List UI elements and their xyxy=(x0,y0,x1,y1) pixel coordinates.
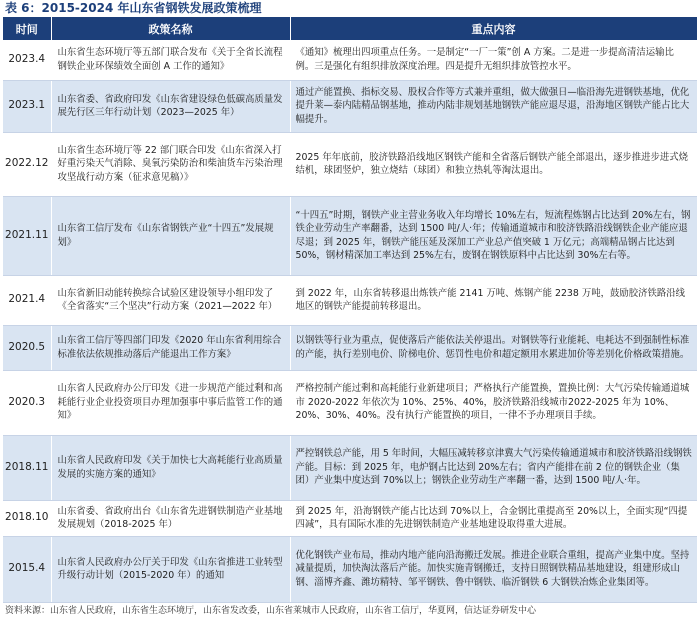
cell-content: 到 2022 年，山东省转移退出炼铁产能 2141 万吨、炼钢产能 2238 万吨，鼓励胶济铁路沿线地区的钢铁产能提前转移退出。 xyxy=(290,275,697,325)
cell-policy-name: 山东省人民政府印发《关于加快七大高耗能行业高质量发展的实施方案的通知》 xyxy=(51,435,290,500)
table-row xyxy=(3,536,697,602)
table-row xyxy=(3,196,697,275)
policy-table xyxy=(3,17,698,603)
table-row xyxy=(3,500,697,536)
table-title: 表 6：2015-2024 年山东省钢铁发展政策梳理 xyxy=(5,1,262,15)
cell-time: 2015.4 xyxy=(3,536,51,602)
header-policy-name: 政策名称 xyxy=(51,17,290,40)
cell-time: 2022.12 xyxy=(3,132,51,196)
table-row xyxy=(3,275,697,325)
cell-policy-name: 山东省委、省政府印发《山东省建设绿色低碳高质量发展先行区三年行动计划（2023—2025 年） xyxy=(51,80,290,132)
cell-content: 严控钢铁总产能，用 5 年时间，大幅压减转移京津冀大气污染传输通道城市和胶济铁路沿线钢铁产能。目标：到 2025 年，电炉钢占比达到 20%左右；省内产能排在前 2 位的钢铁企业（集团）产业集中度达到 70%以上；钢铁企业劳动生产率翻一番，达到 1500 吨/人·年。 xyxy=(290,435,697,500)
cell-content: 优化钢铁产业布局，推动内地产能向沿海搬迁发展。推进企业联合重组，提高产业集中度。坚持减量提质，加快淘汰落后产能。加快实施青钢搬迁，支持日照钢铁精品基地建设，组建形成山钢、淄博齐鑫、潍坊精特、邹平钢铁、鲁中钢铁、临沂钢铁 6 大钢铁冶炼企业集团等。 xyxy=(290,536,697,602)
cell-content: 严格控制产能过剩和高耗能行业新建项目；严格执行产能置换，置换比例：大气污染传输通道城市 2020-2022 年依次为 10%、25%、40%，胶济铁路沿线城市2022-2025 年为 10%、20%、30%、40%。没有执行产能置换的项目，一律不予办理项目手续。 xyxy=(290,370,697,435)
table-body xyxy=(3,40,697,602)
table-row xyxy=(3,435,697,500)
cell-time: 2021.4 xyxy=(3,275,51,325)
cell-policy-name: 山东省生态环境厅等五部门联合发布《关于全省长流程钢铁企业环保绩效全面创 A 工作的通知》 xyxy=(51,40,290,80)
cell-policy-name: 山东省工信厅等四部门印发《2020 年山东省利用综合标准依法依规推动落后产能退出工作方案》 xyxy=(51,325,290,370)
cell-content: 以钢铁等行业为重点，促使落后产能依法关停退出。对钢铁等行业能耗、电耗达不到强制性标准的产能，执行差别电价、阶梯电价、惩罚性电价和超定额用水累进加价等差别化价格政策措施。 xyxy=(290,325,697,370)
source-note: 资料来源：山东省人民政府，山东省生态环境厅，山东省发改委，山东省莱城市人民政府，山东省工信厅，华夏网，信达证券研发中心 xyxy=(5,605,537,616)
cell-policy-name: 山东省新旧动能转换综合试验区建设领导小组印发了《全省落实“三个坚决”行动方案（2021—2022 年） xyxy=(51,275,290,325)
table-header xyxy=(3,17,697,40)
table-row xyxy=(3,40,697,80)
table-row xyxy=(3,80,697,132)
cell-time: 2021.11 xyxy=(3,196,51,275)
cell-content: 通过产能置换、指标交易、股权合作等方式兼并重组，做大做强日—临沿海先进钢铁基地，优化提升莱—泰内陆精品钢基地，推动内陆非规划基地钢铁产能应退尽退，沿海地区钢铁产能占比大幅提升。 xyxy=(290,80,697,132)
table-row xyxy=(3,370,697,435)
header-key-content: 重点内容 xyxy=(290,17,697,40)
cell-time: 2018.11 xyxy=(3,435,51,500)
table-row xyxy=(3,325,697,370)
cell-policy-name: 山东省工信厅发布《山东省钢铁产业“十四五”发展规划》 xyxy=(51,196,290,275)
header-time: 时间 xyxy=(3,17,51,40)
cell-policy-name: 山东省生态环境厅等 22 部门联合印发《山东省深入打好重污染天气消除、臭氧污染防治和柴油货车污染治理攻坚战行动方案（征求意见稿）》 xyxy=(51,132,290,196)
cell-content: 2025 年年底前，胶济铁路沿线地区钢铁产能和全省落后钢铁产能全部退出，逐步推进步进式烧结机，球团竖炉，独立烧结（球团）和独立热轧等淘汰退出。 xyxy=(290,132,697,196)
cell-time: 2023.1 xyxy=(3,80,51,132)
cell-time: 2020.5 xyxy=(3,325,51,370)
cell-content: 到 2025 年，沿海钢铁产能占比达到 70%以上，合金钢比重提高至 20%以上，全面实现“四提四减”，具有国际水准的先进钢铁制造产业基地建设取得重大进展。 xyxy=(290,500,697,536)
table-row xyxy=(3,132,697,196)
cell-time: 2020.3 xyxy=(3,370,51,435)
cell-content: 《通知》梳理出四项重点任务。一是制定“一厂一策”创 A 方案。二是进一步提高清洁运输比例。三是强化有组织排放深度治理。四是提升无组织排放管控水平。 xyxy=(290,40,697,80)
cell-time: 2018.10 xyxy=(3,500,51,536)
cell-time: 2023.4 xyxy=(3,40,51,80)
cell-policy-name: 山东省委、省政府出台《山东省先进钢铁制造产业基地发展规划（2018-2025 年） xyxy=(51,500,290,536)
cell-policy-name: 山东省人民政府办公厅关于印发《山东省推进工业转型升级行动计划（2015-2020 年）的通知 xyxy=(51,536,290,602)
cell-policy-name: 山东省人民政府办公厅印发《进一步规范产能过剩和高耗能行业企业投资项目办理加强事中事后监管工作的通知》 xyxy=(51,370,290,435)
cell-content: “十四五”时期，钢铁产业主营业务收入年均增长 10%左右，短流程炼钢占比达到 20%左右，钢铁企业劳动生产率翻番，达到 1500 吨/人·年；传输通道城市和胶济铁路沿线钢铁企业产能应退尽退；到 2025 年，钢铁产能压延及深加工产业总产值突破 1 万亿元；高端精品钢占比达到 50%，钢材精深加工率达到 25%左右，废钢在钢铁原料中占比达到 30%左右等。 xyxy=(290,196,697,275)
